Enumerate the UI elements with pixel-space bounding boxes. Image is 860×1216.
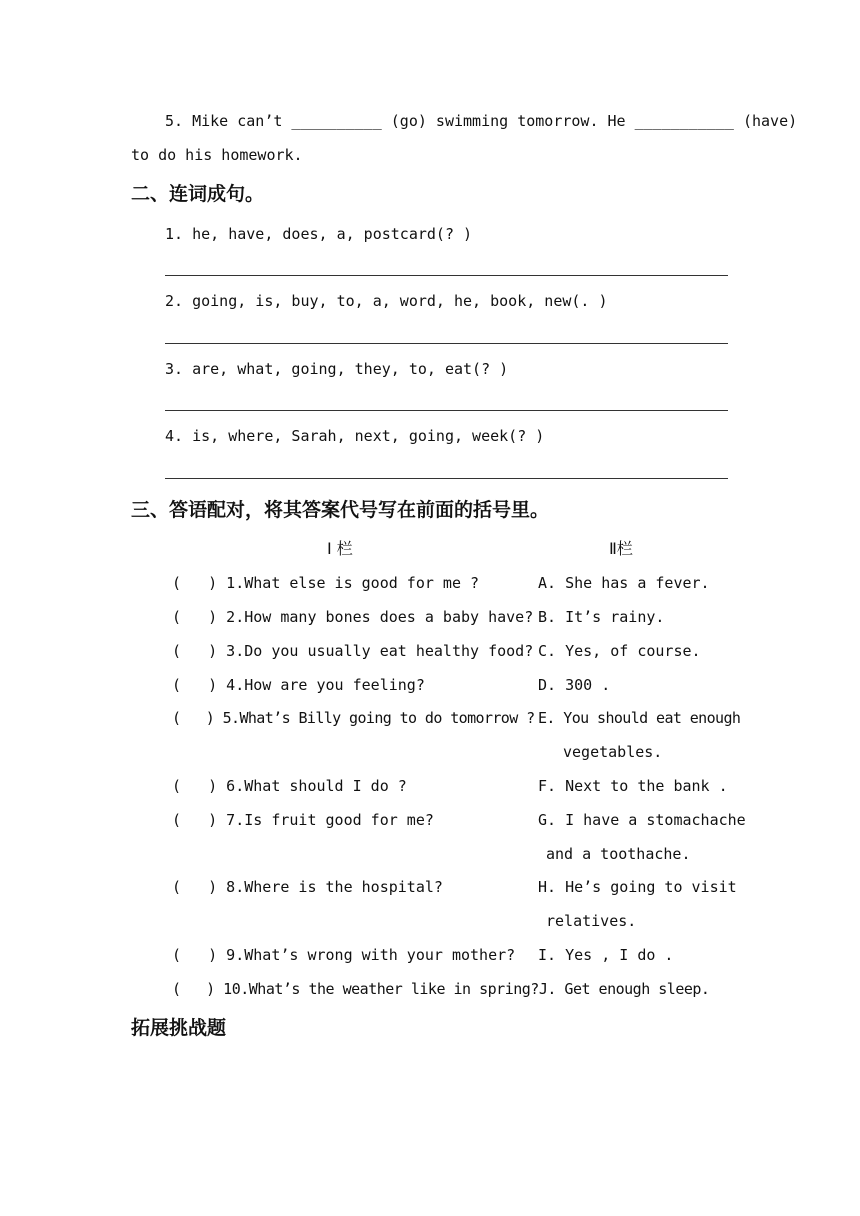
match-question-7: ( ) 7.Is fruit good for me? <box>172 811 434 829</box>
answer-line-4 <box>165 478 728 479</box>
section4-title: 拓展挑战题 <box>131 1017 227 1039</box>
match-answer-g-cont: and a toothache. <box>546 845 691 863</box>
column-2-header: Ⅱ栏 <box>609 539 633 558</box>
match-answer-e: E. You should eat enough <box>538 709 741 727</box>
reorder-item-2: 2. going, is, buy, to, a, word, he, book, new(. ) <box>165 292 608 310</box>
answer-line-3 <box>165 410 728 411</box>
match-answer-i: I. Yes , I do . <box>538 946 674 964</box>
section3-title: 三、答语配对，将其答案代号写在前面的括号里。 <box>131 499 550 521</box>
match-question-8: ( ) 8.Where is the hospital? <box>172 878 443 896</box>
column-1-header: Ⅰ 栏 <box>327 539 353 558</box>
match-answer-h: H. He’s going to visit <box>538 878 737 896</box>
reorder-item-4: 4. is, where, Sarah, next, going, week(? ) <box>165 427 545 445</box>
match-question-10: ( ) 10.What’s the weather like in spring?J. Get enough sleep. <box>172 980 710 998</box>
match-answer-b: B. It’s rainy. <box>538 608 665 626</box>
match-answer-d: D. 300 . <box>538 676 611 694</box>
match-question-5: ( ) 5.What’s Billy going to do tomorrow ? <box>172 709 535 727</box>
match-answer-h-cont: relatives. <box>546 912 637 930</box>
reorder-item-3: 3. are, what, going, they, to, eat(? ) <box>165 360 509 378</box>
match-question-2: ( ) 2.How many bones does a baby have? <box>172 608 534 626</box>
match-answer-g: G. I have a stomachache <box>538 811 746 829</box>
match-question-9: ( ) 9.What’s wrong with your mother? <box>172 946 516 964</box>
section2-title: 二、连词成句。 <box>131 183 265 205</box>
reorder-item-1: 1. he, have, does, a, postcard(? ) <box>165 225 473 243</box>
match-question-4: ( ) 4.How are you feeling? <box>172 676 425 694</box>
answer-line-2 <box>165 343 728 344</box>
match-question-1: ( ) 1.What else is good for me ? <box>172 574 480 592</box>
fill-in-q5-line1: 5. Mike can’t __________ (go) swimming tomorrow. He ___________ (have) <box>165 112 798 130</box>
match-answer-c: C. Yes, of course. <box>538 642 701 660</box>
match-question-6: ( ) 6.What should I do ? <box>172 777 407 795</box>
match-answer-e-cont: vegetables. <box>563 743 663 761</box>
answer-line-1 <box>165 275 728 276</box>
match-answer-a: A. She has a fever. <box>538 574 710 592</box>
match-question-3: ( ) 3.Do you usually eat healthy food? <box>172 642 534 660</box>
match-answer-f: F. Next to the bank . <box>538 777 728 795</box>
fill-in-q5-line2: to do his homework. <box>131 146 303 164</box>
